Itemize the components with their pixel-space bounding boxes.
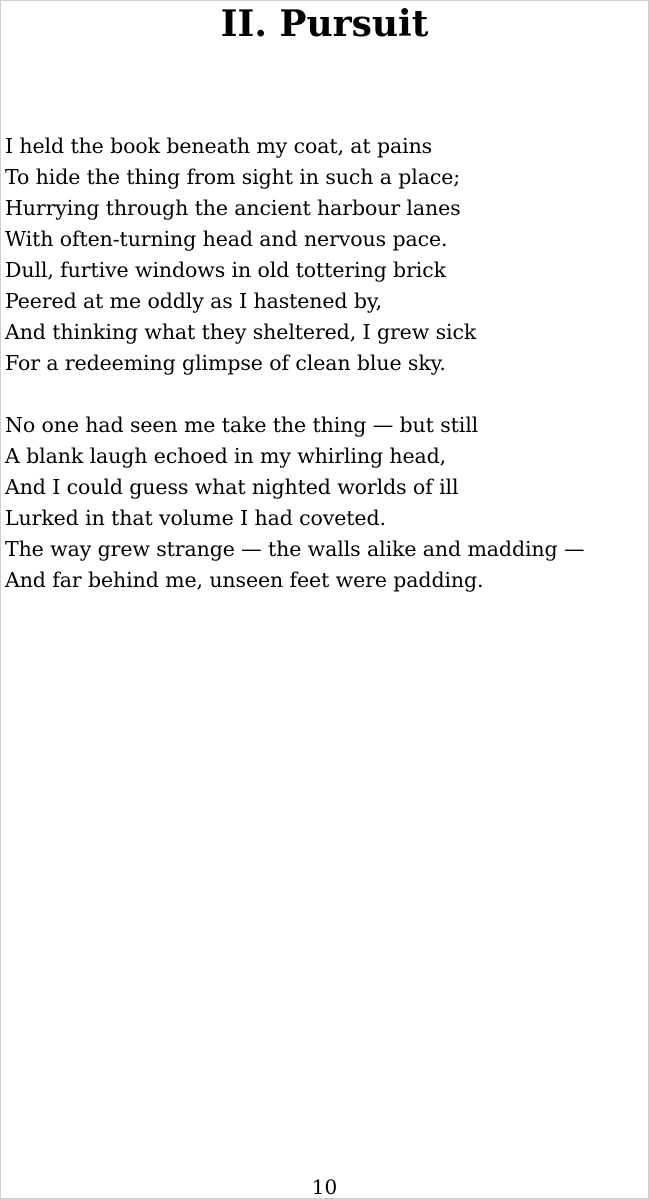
stanza-1 bbox=[5, 131, 644, 379]
poem-line: I held the book beneath my coat, at pains bbox=[5, 134, 433, 158]
poem-line: And thinking what they sheltered, I grew sick bbox=[5, 320, 477, 344]
poem-line: To hide the thing from sight in such a place; bbox=[5, 165, 461, 189]
poem-line: Peered at me oddly as I hastened by, bbox=[5, 289, 383, 313]
poem-line: With often-turning head and nervous pace. bbox=[5, 227, 448, 251]
stanza-2 bbox=[5, 410, 644, 596]
poem-line: For a redeeming glimpse of clean blue sky. bbox=[5, 351, 446, 375]
poem-line: The way grew strange — the walls alike and madding — bbox=[5, 537, 585, 561]
poem-line: And far behind me, unseen feet were padding. bbox=[5, 568, 484, 592]
page-number: 10 bbox=[311, 1175, 338, 1199]
poem-line: Dull, furtive windows in old tottering brick bbox=[5, 258, 446, 282]
poem-line: Lurked in that volume I had coveted. bbox=[5, 506, 386, 530]
poem-line: A blank laugh echoed in my whirling head, bbox=[5, 444, 447, 468]
poem-line: And I could guess what nighted worlds of ill bbox=[5, 475, 459, 499]
page-title: II. Pursuit bbox=[220, 3, 429, 45]
poem-line: No one had seen me take the thing — but still bbox=[5, 413, 479, 437]
poem-line: Hurrying through the ancient harbour lanes bbox=[5, 196, 461, 220]
